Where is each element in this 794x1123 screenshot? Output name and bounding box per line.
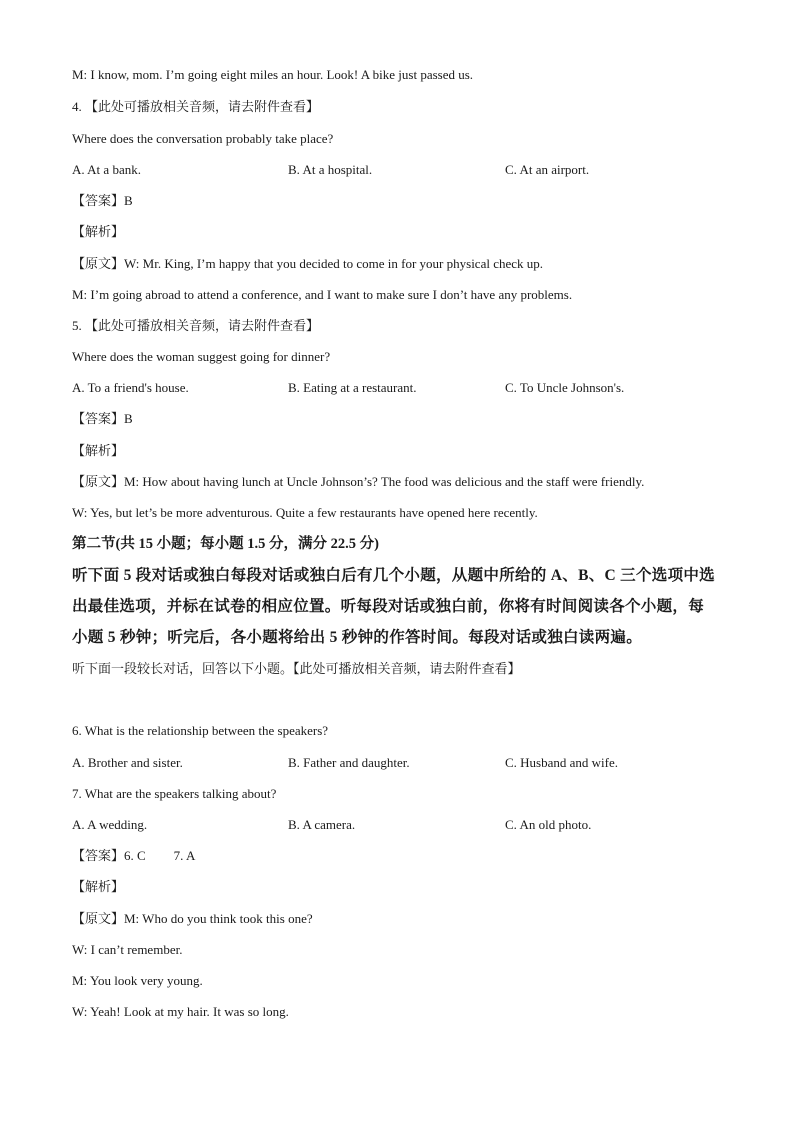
q4-option-c: C. At an airport. <box>505 162 590 177</box>
q6-option-c: C. Husband and wife. <box>505 755 619 770</box>
q7-question: 7. What are the speakers talking about? <box>72 786 277 801</box>
q5-option-c: C. To Uncle Johnson's. <box>505 380 625 395</box>
q7-option-b: B. A camera. <box>288 817 356 832</box>
section-instructions: 小题 5 秒钟；听完后，各小题将给出 5 秒钟的作答时间。每段对话或独白读两遍。 <box>72 629 643 646</box>
q6-q7-transcript-line: W: I can’t remember. <box>72 942 183 957</box>
q5-analysis-label: 【解析】 <box>72 443 125 458</box>
q5-answer: 【答案】B <box>72 411 133 426</box>
q6-option-b: B. Father and daughter. <box>288 755 410 770</box>
q6-q7-transcript-line: W: Yeah! Look at my hair. It was so long. <box>72 1004 289 1019</box>
dialogue-line: M: I know, mom. I’m going eight miles an hour. Look! A bike just passed us. <box>72 67 474 82</box>
q5-transcript-line: W: Yes, but let’s be more adventurous. Quite a few restaurants have opened here recently. <box>72 505 538 520</box>
q6-q7-transcript-line: M: You look very young. <box>72 973 203 988</box>
q4-analysis-label: 【解析】 <box>72 224 125 239</box>
q7-option-c: C. An old photo. <box>505 817 592 832</box>
q5-option-b: B. Eating at a restaurant. <box>288 380 417 395</box>
q5-audio-prompt: 5. 【此处可播放相关音频，请去附件查看】 <box>72 318 320 333</box>
q4-question: Where does the conversation probably take place? <box>72 131 334 146</box>
q7-option-a: A. A wedding. <box>72 817 148 832</box>
q5-transcript-line: 【原文】M: How about having lunch at Uncle Johnson’s? The food was delicious and the staff were friendly. <box>72 474 645 489</box>
q4-option-a: A. At a bank. <box>72 162 141 177</box>
section-title: 第二节(共 15 小题；每小题 1.5 分，满分 22.5 分) <box>72 536 379 552</box>
q5-option-a: A. To a friend's house. <box>72 380 189 395</box>
answer-q7: 7. A <box>173 848 196 863</box>
q5-question: Where does the woman suggest going for dinner? <box>72 349 331 364</box>
q4-audio-prompt: 4. 【此处可播放相关音频，请去附件查看】 <box>72 99 320 114</box>
q6-q7-analysis-label: 【解析】 <box>72 879 125 894</box>
q6-q7-transcript-line: 【原文】M: Who do you think took this one? <box>72 911 313 926</box>
q4-answer: 【答案】B <box>72 193 133 208</box>
answer-q6: 【答案】6. C <box>72 848 146 863</box>
q6-option-a: A. Brother and sister. <box>72 755 183 770</box>
q4-transcript-line: 【原文】W: Mr. King, I’m happy that you decided to come in for your physical check up. <box>72 256 544 271</box>
section-instructions: 听下面 5 段对话或独白每段对话或独白后有几个小题，从题中所给的 A、B、C 三个选项中选 <box>72 567 715 584</box>
q6-q7-answer <box>72 847 734 865</box>
q4-option-b: B. At a hospital. <box>288 162 373 177</box>
dialogue-intro: 听下面一段较长对话，回答以下小题。【此处可播放相关音频，请去附件查看】 <box>72 661 521 676</box>
q4-transcript-line: M: I’m going abroad to attend a conference, and I want to make sure I don’t have any problems. <box>72 287 573 302</box>
q6-question: 6. What is the relationship between the speakers? <box>72 723 329 738</box>
section-instructions: 出最佳选项，并标在试卷的相应位置。听每段对话或独白前，你将有时间阅读各个小题，每 <box>72 598 705 615</box>
